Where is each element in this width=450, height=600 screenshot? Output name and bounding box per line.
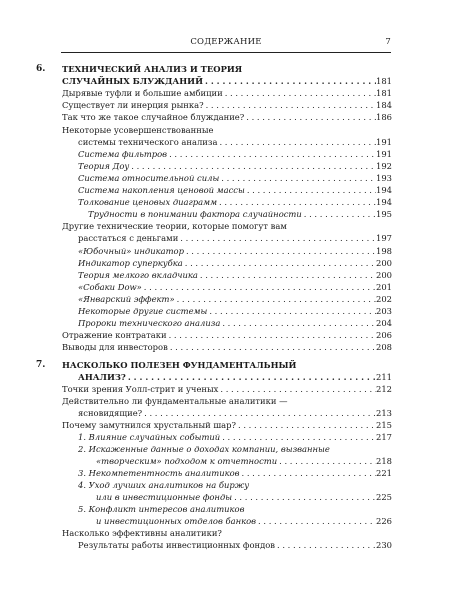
toc-entry-page: 186 bbox=[376, 112, 392, 122]
toc-entry-title: 3. Некомпетентность аналитиков bbox=[78, 468, 240, 478]
dot-leader bbox=[275, 540, 376, 551]
toc-entry-title: Дырявые туфли и большие амбиции bbox=[62, 88, 223, 98]
toc-entry-title: Теория Доу bbox=[78, 161, 130, 171]
toc-entry bbox=[62, 100, 392, 111]
dot-leader bbox=[129, 161, 376, 172]
toc-entry bbox=[78, 444, 392, 455]
dot-leader bbox=[207, 306, 376, 317]
toc-entry-title: Существует ли инерция рынка? bbox=[62, 100, 204, 110]
toc-entry-page: 194 bbox=[376, 197, 392, 207]
dot-leader bbox=[167, 149, 376, 160]
toc-entry-title: Система накопления ценовой массы bbox=[78, 185, 245, 195]
toc-entry-title: Система фильтров bbox=[78, 149, 168, 159]
toc-entry-page: 201 bbox=[376, 282, 392, 292]
toc-entry-title: расстаться с деньгами bbox=[78, 233, 179, 243]
toc-entry-page: 184 bbox=[376, 100, 392, 110]
dot-leader bbox=[244, 112, 376, 123]
toc-entry-page: 191 bbox=[376, 137, 392, 147]
toc-entry bbox=[78, 372, 392, 383]
toc-entry-title: системы технического анализа bbox=[78, 137, 218, 147]
toc-entry bbox=[78, 432, 392, 443]
toc-entry-title: Точки зрения Уолл-стрит и ученых bbox=[62, 384, 219, 394]
toc-entry-title: или в инвестиционные фонды bbox=[96, 492, 233, 502]
dot-leader bbox=[168, 342, 376, 353]
toc-entry bbox=[78, 173, 392, 184]
toc-entry-title: 1. Влияние случайных событий bbox=[78, 432, 221, 442]
toc-entry-title: Выводы для инвесторов bbox=[62, 342, 168, 352]
toc-entry-title: «Собаки Dow» bbox=[78, 282, 142, 292]
toc-entry-page: 212 bbox=[376, 384, 392, 394]
toc-entry bbox=[62, 342, 392, 353]
toc-entry bbox=[88, 209, 392, 220]
toc-entry-page: 206 bbox=[376, 330, 392, 340]
toc-entry bbox=[96, 492, 392, 503]
toc-entry-title: Теория мелкого вкладчика bbox=[78, 270, 198, 280]
dot-leader bbox=[183, 258, 376, 269]
toc-entry bbox=[78, 161, 392, 172]
toc-entry-page: 213 bbox=[376, 408, 392, 418]
toc-entry bbox=[62, 76, 392, 87]
toc-entry-page: 200 bbox=[376, 258, 392, 268]
toc-entry-page: 221 bbox=[376, 468, 392, 478]
toc-entry bbox=[62, 88, 392, 99]
toc-entry bbox=[62, 64, 392, 75]
toc-entry-page: 192 bbox=[376, 161, 392, 171]
toc-entry bbox=[62, 420, 392, 431]
toc-entry bbox=[78, 504, 392, 515]
toc-entry bbox=[78, 197, 392, 208]
toc-entry-page: 208 bbox=[376, 342, 392, 352]
toc-entry-page: 191 bbox=[376, 149, 392, 159]
toc-entry-title: Индикатор суперкубка bbox=[78, 258, 183, 268]
toc-entry-page: 194 bbox=[376, 185, 392, 195]
toc-entry bbox=[62, 384, 392, 395]
toc-entry-title: «творческим» подходом к отчетности bbox=[96, 456, 278, 466]
header-page-number: 7 bbox=[385, 37, 391, 47]
dot-leader bbox=[277, 456, 376, 467]
toc-entry bbox=[62, 125, 392, 136]
dot-leader bbox=[236, 420, 376, 431]
toc-entry bbox=[62, 360, 392, 371]
toc-entry-page: 225 bbox=[376, 492, 392, 502]
toc-entry-page: 181 bbox=[376, 76, 392, 86]
chapter-number: 7. bbox=[36, 360, 46, 370]
toc-entry-page: 181 bbox=[376, 88, 392, 98]
toc-entry-title: Трудности в понимании фактора случайности bbox=[88, 209, 302, 219]
toc-entry-title: 2. Искаженные данные о доходах компании, вызванные bbox=[78, 444, 330, 454]
toc-entry-page: 204 bbox=[376, 318, 392, 328]
toc-entry-page: 200 bbox=[376, 270, 392, 280]
dot-leader bbox=[223, 88, 376, 99]
toc-entry-page: 203 bbox=[376, 306, 392, 316]
toc-entry bbox=[78, 468, 392, 479]
toc-entry-page: 215 bbox=[376, 420, 392, 430]
toc-entry-title: Результаты работы инвестиционных фондов bbox=[78, 540, 276, 550]
toc-entry-page: 195 bbox=[376, 209, 392, 219]
toc-entry bbox=[78, 282, 392, 293]
dot-leader bbox=[167, 330, 376, 341]
dot-leader bbox=[203, 76, 376, 87]
toc-entry bbox=[78, 270, 392, 281]
toc-entry-page: 211 bbox=[376, 372, 392, 382]
toc-entry bbox=[78, 306, 392, 317]
dot-leader bbox=[142, 282, 376, 293]
toc-entry-title: 4. Уход лучших аналитиков на биржу bbox=[78, 480, 250, 490]
toc-entry-title: Отражение контратаки bbox=[62, 330, 167, 340]
dot-leader bbox=[184, 246, 376, 257]
toc-entry-title: НАСКОЛЬКО ПОЛЕЗЕН ФУНДАМЕНТАЛЬНЫЙ bbox=[62, 360, 297, 370]
toc-entry bbox=[62, 112, 392, 123]
toc-entry-page: 193 bbox=[376, 173, 392, 183]
toc-entry bbox=[78, 246, 392, 257]
dot-leader bbox=[240, 468, 376, 479]
dot-leader bbox=[218, 384, 376, 395]
toc-entry-page: 198 bbox=[376, 246, 392, 256]
toc-entry bbox=[78, 185, 392, 196]
dot-leader bbox=[220, 432, 376, 443]
dot-leader bbox=[178, 233, 376, 244]
toc-entry-title: СЛУЧАЙНЫХ БЛУЖДАНИЙ bbox=[62, 76, 203, 86]
toc-entry-title: Насколько эффективны аналитики? bbox=[62, 528, 222, 538]
toc-entry bbox=[78, 480, 392, 491]
toc-entry-title: 5. Конфликт интересов аналитиков bbox=[78, 504, 245, 514]
toc-entry-title: Некоторые другие системы bbox=[78, 306, 208, 316]
toc-entry-title: «Январский эффект» bbox=[78, 294, 175, 304]
toc-entry bbox=[78, 540, 392, 551]
toc-entry bbox=[62, 221, 392, 232]
dot-leader bbox=[220, 318, 376, 329]
toc-entry bbox=[62, 330, 392, 341]
toc-entry bbox=[96, 516, 392, 527]
dot-leader bbox=[198, 270, 376, 281]
dot-leader bbox=[219, 173, 376, 184]
toc-entry bbox=[78, 318, 392, 329]
toc-entry-title: АНАЛИЗ? bbox=[78, 372, 126, 382]
toc-entry-page: 202 bbox=[376, 294, 392, 304]
toc-entry bbox=[78, 258, 392, 269]
toc-entry-title: Почему замутнился хрустальный шар? bbox=[62, 420, 237, 430]
toc-entry-page: 218 bbox=[376, 456, 392, 466]
toc-entry-title: ясновидящие? bbox=[78, 408, 143, 418]
toc-entry bbox=[78, 233, 392, 244]
toc-entry-title: Так что же такое случайное блуждание? bbox=[62, 112, 245, 122]
toc-entry bbox=[78, 137, 392, 148]
dot-leader bbox=[256, 516, 376, 527]
toc-entry-title: Другие технические теории, которые помогут вам bbox=[62, 221, 287, 231]
toc-entry bbox=[62, 396, 392, 407]
toc-entry bbox=[96, 456, 392, 467]
toc-entry-page: 217 bbox=[376, 432, 392, 442]
dot-leader bbox=[245, 185, 376, 196]
toc-entry-title: Некоторые усовершенствованные bbox=[62, 125, 214, 135]
dot-leader bbox=[204, 100, 376, 111]
running-header bbox=[61, 37, 391, 50]
toc-entry bbox=[78, 149, 392, 160]
toc-entry-page: 230 bbox=[376, 540, 392, 550]
toc-entry-title: «Юбочный» индикатор bbox=[78, 246, 184, 256]
toc-entry-title: Пророки технического анализа bbox=[78, 318, 221, 328]
toc-entry bbox=[78, 294, 392, 305]
toc-entry bbox=[62, 528, 392, 539]
toc-entry-title: Действительно ли фундаментальные аналитики — bbox=[62, 396, 288, 406]
dot-leader bbox=[232, 492, 376, 503]
toc-entry bbox=[78, 408, 392, 419]
header-rule bbox=[61, 52, 391, 53]
header-title: СОДЕРЖАНИЕ bbox=[190, 37, 262, 47]
toc-entry-title: ТЕХНИЧЕСКИЙ АНАЛИЗ И ТЕОРИЯ bbox=[62, 64, 243, 74]
toc-entry-title: Толкование ценовых диаграмм bbox=[78, 197, 218, 207]
toc-entry-page: 197 bbox=[376, 233, 392, 243]
dot-leader bbox=[302, 209, 376, 220]
toc-entry-title: Система относительной силы bbox=[78, 173, 220, 183]
chapter-number: 6. bbox=[36, 64, 46, 74]
dot-leader bbox=[217, 197, 376, 208]
toc-entry-page: 226 bbox=[376, 516, 392, 526]
dot-leader bbox=[175, 294, 376, 305]
dot-leader bbox=[142, 408, 376, 419]
dot-leader bbox=[217, 137, 376, 148]
toc-entry-title: и инвестиционных отделов банков bbox=[96, 516, 257, 526]
dot-leader bbox=[126, 372, 376, 383]
